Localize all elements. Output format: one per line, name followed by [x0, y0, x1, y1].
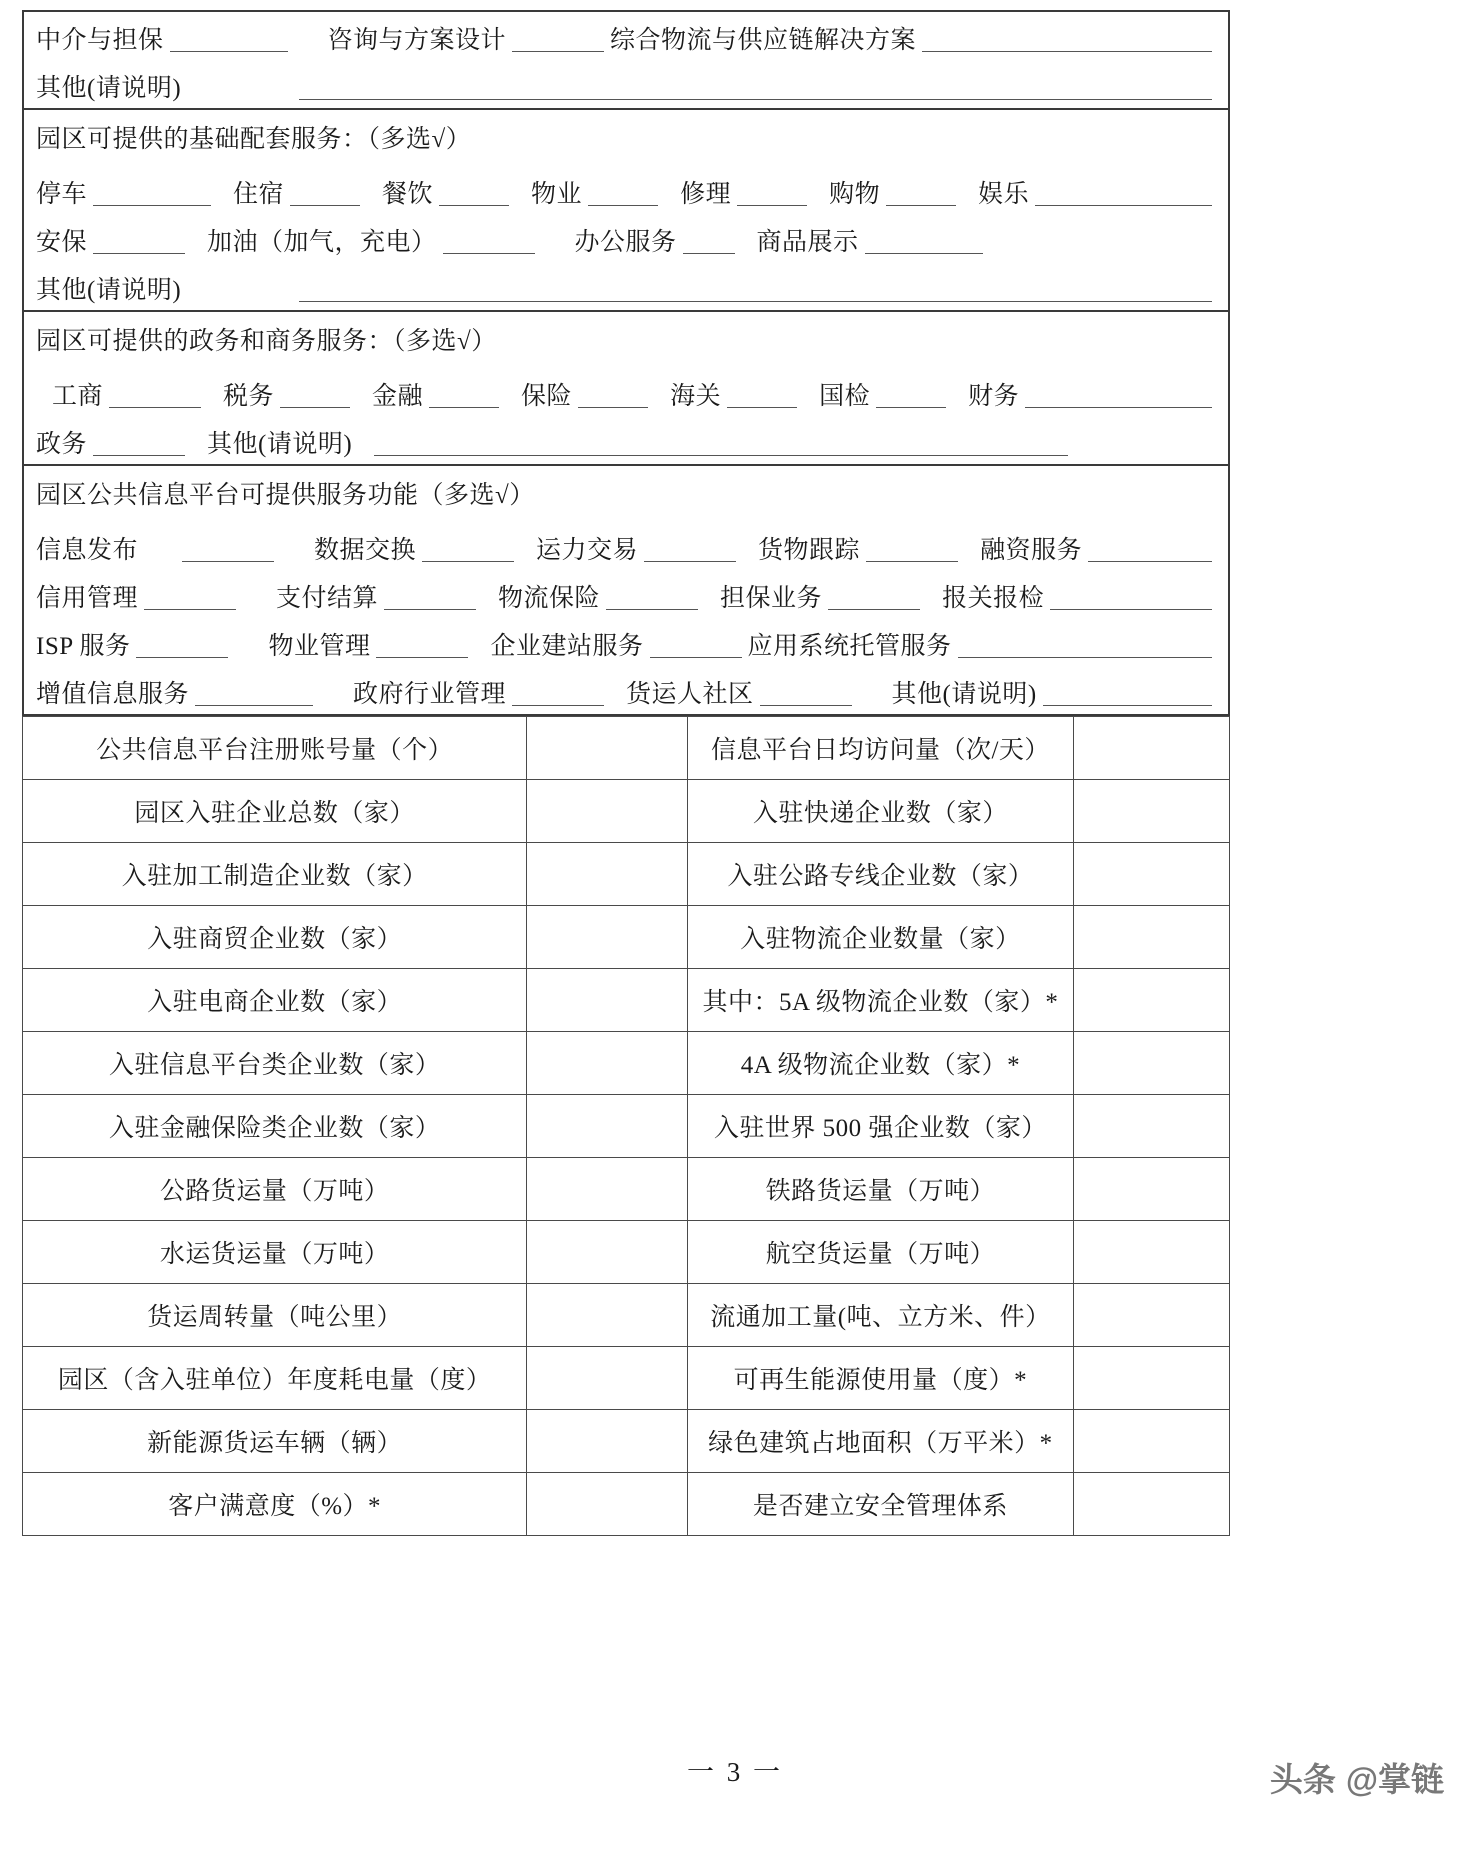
metric-value-left[interactable]	[527, 1473, 688, 1536]
basic-service-blank-7[interactable]	[93, 231, 185, 254]
service-type-label-1: 咨询与方案设计	[327, 26, 507, 54]
basic-service-blank-0[interactable]	[93, 183, 211, 206]
platform-services-line-4	[24, 666, 1228, 714]
metric-label-right: 流通加工量(吨、立方米、件）	[687, 1284, 1073, 1347]
platform-service-blank-12[interactable]	[650, 635, 742, 658]
gov-business-label-7: 政务	[36, 430, 88, 458]
basic-service-label-4: 修理	[680, 180, 732, 208]
table-row	[23, 780, 1230, 843]
metric-value-right[interactable]	[1074, 1221, 1230, 1284]
table-row	[23, 1158, 1230, 1221]
basic-service-blank-8[interactable]	[443, 231, 535, 254]
table-row	[23, 1347, 1230, 1410]
metric-value-right[interactable]	[1074, 1032, 1230, 1095]
metric-value-left[interactable]	[527, 969, 688, 1032]
gov-business-label-6: 财务	[968, 382, 1020, 410]
platform-service-blank-16[interactable]	[760, 683, 852, 706]
table-row	[23, 1473, 1230, 1536]
metric-value-right[interactable]	[1074, 906, 1230, 969]
gov-business-heading-row	[24, 312, 1228, 368]
platform-service-blank-2[interactable]	[644, 539, 736, 562]
platform-services-heading: 园区公共信息平台可提供服务功能（多选√）	[36, 482, 535, 510]
table-row	[23, 1410, 1230, 1473]
metric-label-left: 入驻商贸企业数（家）	[23, 906, 527, 969]
gov-business-other-label: 其他(请说明)	[207, 430, 353, 458]
metric-value-left[interactable]	[527, 906, 688, 969]
metric-label-right: 入驻物流企业数量（家）	[687, 906, 1073, 969]
basic-service-blank-4[interactable]	[737, 183, 807, 206]
metric-label-left: 水运货运量（万吨）	[23, 1221, 527, 1284]
metric-value-left[interactable]	[527, 780, 688, 843]
platform-services-line-1	[24, 522, 1228, 570]
metric-label-left: 新能源货运车辆（辆）	[23, 1410, 527, 1473]
service-types-other-blank[interactable]	[299, 77, 1212, 100]
metrics-table-body	[23, 717, 1230, 1536]
table-row	[23, 906, 1230, 969]
table-row	[23, 969, 1230, 1032]
metric-label-left: 客户满意度（%）*	[23, 1473, 527, 1536]
table-row	[23, 1284, 1230, 1347]
gov-business-blank-5[interactable]	[876, 385, 946, 408]
platform-services-block	[22, 464, 1230, 716]
metric-label-right: 其中：5A 级物流企业数（家）*	[687, 969, 1073, 1032]
metric-value-right[interactable]	[1074, 1284, 1230, 1347]
basic-services-line-2	[24, 214, 1228, 262]
metric-label-left: 入驻金融保险类企业数（家）	[23, 1095, 527, 1158]
service-type-label-0: 中介与担保	[36, 26, 164, 54]
basic-services-other-line	[24, 262, 1228, 310]
metrics-table	[22, 716, 1230, 1536]
metric-label-right: 入驻世界 500 强企业数（家）	[687, 1095, 1073, 1158]
metric-value-right[interactable]	[1074, 1095, 1230, 1158]
platform-service-blank-0[interactable]	[182, 539, 274, 562]
basic-services-other-blank[interactable]	[299, 279, 1212, 302]
gov-business-label-1: 税务	[223, 382, 275, 410]
basic-services-heading-row	[24, 110, 1228, 166]
gov-business-heading: 园区可提供的政务和商务服务：（多选√）	[36, 328, 497, 356]
basic-service-label-1: 住宿	[233, 180, 285, 208]
gov-business-blank-2[interactable]	[429, 385, 499, 408]
platform-service-blank-3[interactable]	[866, 539, 958, 562]
basic-service-blank-5[interactable]	[886, 183, 956, 206]
platform-service-label-6: 支付结算	[276, 584, 379, 612]
platform-service-label-12: 企业建站服务	[490, 632, 644, 660]
gov-business-blank-7[interactable]	[93, 433, 185, 456]
gov-business-label-4: 海关	[670, 382, 722, 410]
platform-service-blank-7[interactable]	[606, 587, 698, 610]
basic-services-line-1	[24, 166, 1228, 214]
platform-service-blank-13[interactable]	[958, 635, 1212, 658]
toutiao-logo-icon: 头条	[1269, 1761, 1336, 1798]
service-type-blank-0[interactable]	[170, 29, 288, 52]
platform-services-other-blank[interactable]	[1043, 683, 1212, 706]
metric-value-left[interactable]	[527, 843, 688, 906]
watermark-account: @掌链	[1345, 1761, 1444, 1798]
metric-label-right: 入驻快递企业数（家）	[687, 780, 1073, 843]
metric-value-right[interactable]	[1074, 1473, 1230, 1536]
service-types-other-line	[24, 60, 1228, 108]
platform-service-label-5: 信用管理	[36, 584, 139, 612]
platform-service-label-7: 物流保险	[498, 584, 601, 612]
basic-service-label-6: 娱乐	[978, 180, 1030, 208]
basic-service-blank-1[interactable]	[290, 183, 360, 206]
basic-services-block	[22, 108, 1230, 310]
platform-service-label-14: 增值信息服务	[36, 680, 190, 708]
table-row	[23, 717, 1230, 780]
basic-service-label-10: 商品展示	[756, 228, 859, 256]
metric-value-left[interactable]	[527, 1032, 688, 1095]
platform-service-label-0: 信息发布	[36, 536, 139, 564]
gov-business-line-1	[24, 368, 1228, 416]
basic-service-blank-3[interactable]	[588, 183, 658, 206]
metric-label-left: 园区入驻企业总数（家）	[23, 780, 527, 843]
page-footer	[0, 1739, 1470, 1809]
metric-label-right: 铁路货运量（万吨）	[687, 1158, 1073, 1221]
gov-business-label-5: 国检	[819, 382, 871, 410]
platform-services-line-2	[24, 570, 1228, 618]
gov-business-services-block	[22, 310, 1230, 464]
metric-value-right[interactable]	[1074, 1347, 1230, 1410]
platform-service-blank-4[interactable]	[1088, 539, 1212, 562]
metric-value-left[interactable]	[527, 1410, 688, 1473]
platform-service-label-3: 货物跟踪	[758, 536, 861, 564]
service-type-label-2: 综合物流与供应链解决方案	[610, 26, 917, 54]
metric-value-left[interactable]	[527, 1347, 688, 1410]
platform-service-blank-8[interactable]	[828, 587, 920, 610]
platform-service-label-8: 担保业务	[720, 584, 823, 612]
gov-business-blank-6[interactable]	[1025, 385, 1212, 408]
metric-label-right: 是否建立安全管理体系	[687, 1473, 1073, 1536]
platform-service-blank-5[interactable]	[144, 587, 236, 610]
service-type-blank-2[interactable]	[922, 29, 1212, 52]
basic-service-blank-9[interactable]	[683, 231, 735, 254]
platform-service-blank-10[interactable]	[136, 635, 228, 658]
service-types-other-label: 其他(请说明)	[36, 74, 182, 102]
platform-service-label-15: 政府行业管理	[353, 680, 507, 708]
table-row	[23, 1032, 1230, 1095]
platform-service-label-9: 报关报检	[942, 584, 1045, 612]
service-type-blank-1[interactable]	[512, 29, 604, 52]
metric-value-right[interactable]	[1074, 1158, 1230, 1221]
platform-services-other-label: 其他(请说明)	[891, 680, 1037, 708]
metric-value-right[interactable]	[1074, 780, 1230, 843]
service-types-line-1	[24, 12, 1228, 60]
metric-label-right: 4A 级物流企业数（家）*	[687, 1032, 1073, 1095]
platform-service-blank-6[interactable]	[384, 587, 476, 610]
table-row	[23, 843, 1230, 906]
basic-service-blank-10[interactable]	[865, 231, 983, 254]
metric-value-left[interactable]	[527, 717, 688, 780]
basic-service-label-7: 安保	[36, 228, 88, 256]
gov-business-blank-0[interactable]	[109, 385, 201, 408]
basic-service-label-8: 加油（加气，充电）	[207, 228, 437, 256]
platform-service-label-1: 数据交换	[314, 536, 417, 564]
form-page	[22, 10, 1230, 1536]
metric-label-right: 航空货运量（万吨）	[687, 1221, 1073, 1284]
metric-label-left: 公共信息平台注册账号量（个）	[23, 717, 527, 780]
platform-service-blank-9[interactable]	[1050, 587, 1212, 610]
metric-label-left: 入驻电商企业数（家）	[23, 969, 527, 1032]
basic-services-other-label: 其他(请说明)	[36, 276, 182, 304]
basic-service-label-0: 停车	[36, 180, 88, 208]
service-types-block	[22, 10, 1230, 108]
gov-business-label-3: 保险	[521, 382, 573, 410]
gov-business-line-2	[24, 416, 1228, 464]
metric-label-left: 园区（含入驻单位）年度耗电量（度）	[23, 1347, 527, 1410]
watermark	[1270, 1754, 1444, 1801]
platform-service-blank-14[interactable]	[195, 683, 313, 706]
platform-service-label-16: 货运人社区	[626, 680, 754, 708]
gov-business-label-2: 金融	[372, 382, 424, 410]
metric-label-left: 公路货运量（万吨）	[23, 1158, 527, 1221]
basic-service-label-3: 物业	[531, 180, 583, 208]
platform-service-blank-1[interactable]	[422, 539, 514, 562]
platform-service-label-10: ISP 服务	[36, 632, 131, 660]
basic-services-heading: 园区可提供的基础配套服务：（多选√）	[36, 126, 472, 154]
metric-label-left: 入驻加工制造企业数（家）	[23, 843, 527, 906]
gov-business-other-blank[interactable]	[374, 433, 1068, 456]
platform-service-label-2: 运力交易	[536, 536, 639, 564]
metric-value-left[interactable]	[527, 1095, 688, 1158]
table-row	[23, 1095, 1230, 1158]
basic-service-blank-6[interactable]	[1035, 183, 1212, 206]
gov-business-label-0: 工商	[52, 382, 104, 410]
metric-value-right[interactable]	[1074, 717, 1230, 780]
page-number: 一 3 一	[687, 1757, 783, 1787]
basic-service-label-5: 购物	[829, 180, 881, 208]
platform-service-label-11: 物业管理	[268, 632, 371, 660]
platform-service-blank-15[interactable]	[512, 683, 604, 706]
table-row	[23, 1221, 1230, 1284]
gov-business-blank-3[interactable]	[578, 385, 648, 408]
metric-label-right: 信息平台日均访问量（次/天）	[687, 717, 1073, 780]
platform-services-line-3	[24, 618, 1228, 666]
basic-service-blank-2[interactable]	[439, 183, 509, 206]
metric-value-left[interactable]	[527, 1221, 688, 1284]
gov-business-blank-1[interactable]	[280, 385, 350, 408]
metric-label-right: 入驻公路专线企业数（家）	[687, 843, 1073, 906]
metric-label-right: 绿色建筑占地面积（万平米）*	[687, 1410, 1073, 1473]
platform-services-heading-row	[24, 466, 1228, 522]
metric-value-left[interactable]	[527, 1158, 688, 1221]
metric-value-right[interactable]	[1074, 969, 1230, 1032]
metric-label-left: 货运周转量（吨公里）	[23, 1284, 527, 1347]
gov-business-blank-4[interactable]	[727, 385, 797, 408]
platform-service-blank-11[interactable]	[376, 635, 468, 658]
metric-label-left: 入驻信息平台类企业数（家）	[23, 1032, 527, 1095]
basic-service-label-9: 办公服务	[574, 228, 677, 256]
basic-service-label-2: 餐饮	[382, 180, 434, 208]
metric-label-right: 可再生能源使用量（度）*	[687, 1347, 1073, 1410]
metric-value-left[interactable]	[527, 1284, 688, 1347]
metric-value-right[interactable]	[1074, 843, 1230, 906]
platform-service-label-4: 融资服务	[980, 536, 1083, 564]
metric-value-right[interactable]	[1074, 1410, 1230, 1473]
platform-service-label-13: 应用系统托管服务	[747, 632, 952, 660]
